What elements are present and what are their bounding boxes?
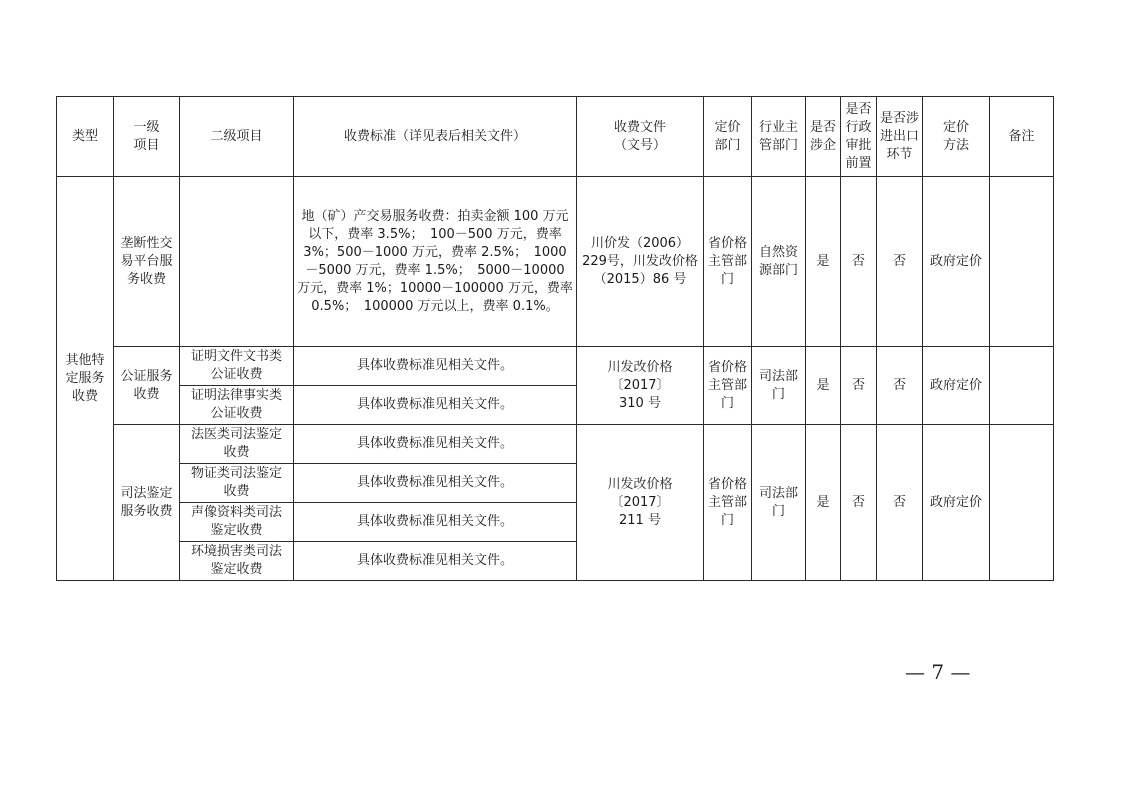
header-type: 类型 [57,97,114,177]
header-doc: 收费文件 （文号） [577,97,704,177]
header-pre-approval: 是否 行政 审批 前置 [841,97,877,177]
pricing-dept-cell: 省价格 主管部 门 [704,177,752,347]
pre-approval-cell: 否 [841,347,877,425]
remarks-cell [990,347,1054,425]
table-row [57,425,1054,464]
pricing-method-cell: 政府定价 [923,425,990,581]
remarks-cell [990,177,1054,347]
standard-cell: 具体收费标准见相关文件。 [294,347,577,386]
industry-dept-cell: 自然资 源部门 [752,177,806,347]
level1-cell: 司法鉴定 服务收费 [114,425,180,581]
level1-cell: 垄断性交 易平台服 务收费 [114,177,180,347]
level1-cell: 公证服务 收费 [114,347,180,425]
import-export-cell: 否 [877,177,923,347]
header-pricing-method: 定价 方法 [923,97,990,177]
pricing-dept-cell: 省价格 主管部 门 [704,347,752,425]
doc-cell: 川发改价格〔2017〕 211 号 [577,425,704,581]
table-row [57,347,1054,386]
standard-cell: 地（矿）产交易服务收费：拍卖金额 100 万元以下，费率 3.5%； 100－500 万元，费率 3%；500－1000 万元，费率 2.5%； 1000－5000 万元，费率 1.5%； 5000－10000 万元，费率 1%；10000－100000 万元，费率 0.5%； 100000 万元以上，费率 0.1%。 [294,177,577,347]
standard-cell: 具体收费标准见相关文件。 [294,503,577,542]
header-row [57,97,1054,177]
remarks-cell [990,425,1054,581]
industry-dept-cell: 司法部 门 [752,425,806,581]
pre-approval-cell: 否 [841,425,877,581]
pricing-method-cell: 政府定价 [923,177,990,347]
level2-cell: 法医类司法鉴定 收费 [180,425,294,464]
category-cell: 其他特 定服务 收费 [57,177,114,581]
level2-cell [180,177,294,347]
level2-cell: 物证类司法鉴定 收费 [180,464,294,503]
table-row [57,177,1054,347]
doc-cell: 川价发（2006）229号，川发改价格（2015）86 号 [577,177,704,347]
header-pricing-dept: 定价 部门 [704,97,752,177]
standard-cell: 具体收费标准见相关文件。 [294,425,577,464]
import-export-cell: 否 [877,425,923,581]
header-remarks: 备注 [990,97,1054,177]
pricing-dept-cell: 省价格 主管部 门 [704,425,752,581]
fee-table [56,96,1054,581]
pricing-method-cell: 政府定价 [923,347,990,425]
pre-approval-cell: 否 [841,177,877,347]
header-level1: 一级 项目 [114,97,180,177]
header-import-export: 是否涉 进出口 环节 [877,97,923,177]
enterprise-cell: 是 [806,425,841,581]
import-export-cell: 否 [877,347,923,425]
standard-cell: 具体收费标准见相关文件。 [294,464,577,503]
level2-cell: 证明文件文书类 公证收费 [180,347,294,386]
level2-cell: 环境损害类司法 鉴定收费 [180,542,294,581]
standard-cell: 具体收费标准见相关文件。 [294,386,577,425]
header-level2: 二级项目 [180,97,294,177]
header-involves-enterprise: 是否 涉企 [806,97,841,177]
industry-dept-cell: 司法部 门 [752,347,806,425]
header-standard: 收费标准（详见表后相关文件） [294,97,577,177]
enterprise-cell: 是 [806,177,841,347]
level2-cell: 证明法律事实类 公证收费 [180,386,294,425]
enterprise-cell: 是 [806,347,841,425]
header-industry-dept: 行业主 管部门 [752,97,806,177]
standard-cell: 具体收费标准见相关文件。 [294,542,577,581]
doc-cell: 川发改价格〔2017〕 310 号 [577,347,704,425]
level2-cell: 声像资料类司法 鉴定收费 [180,503,294,542]
page-number: — 7 — [905,660,971,684]
